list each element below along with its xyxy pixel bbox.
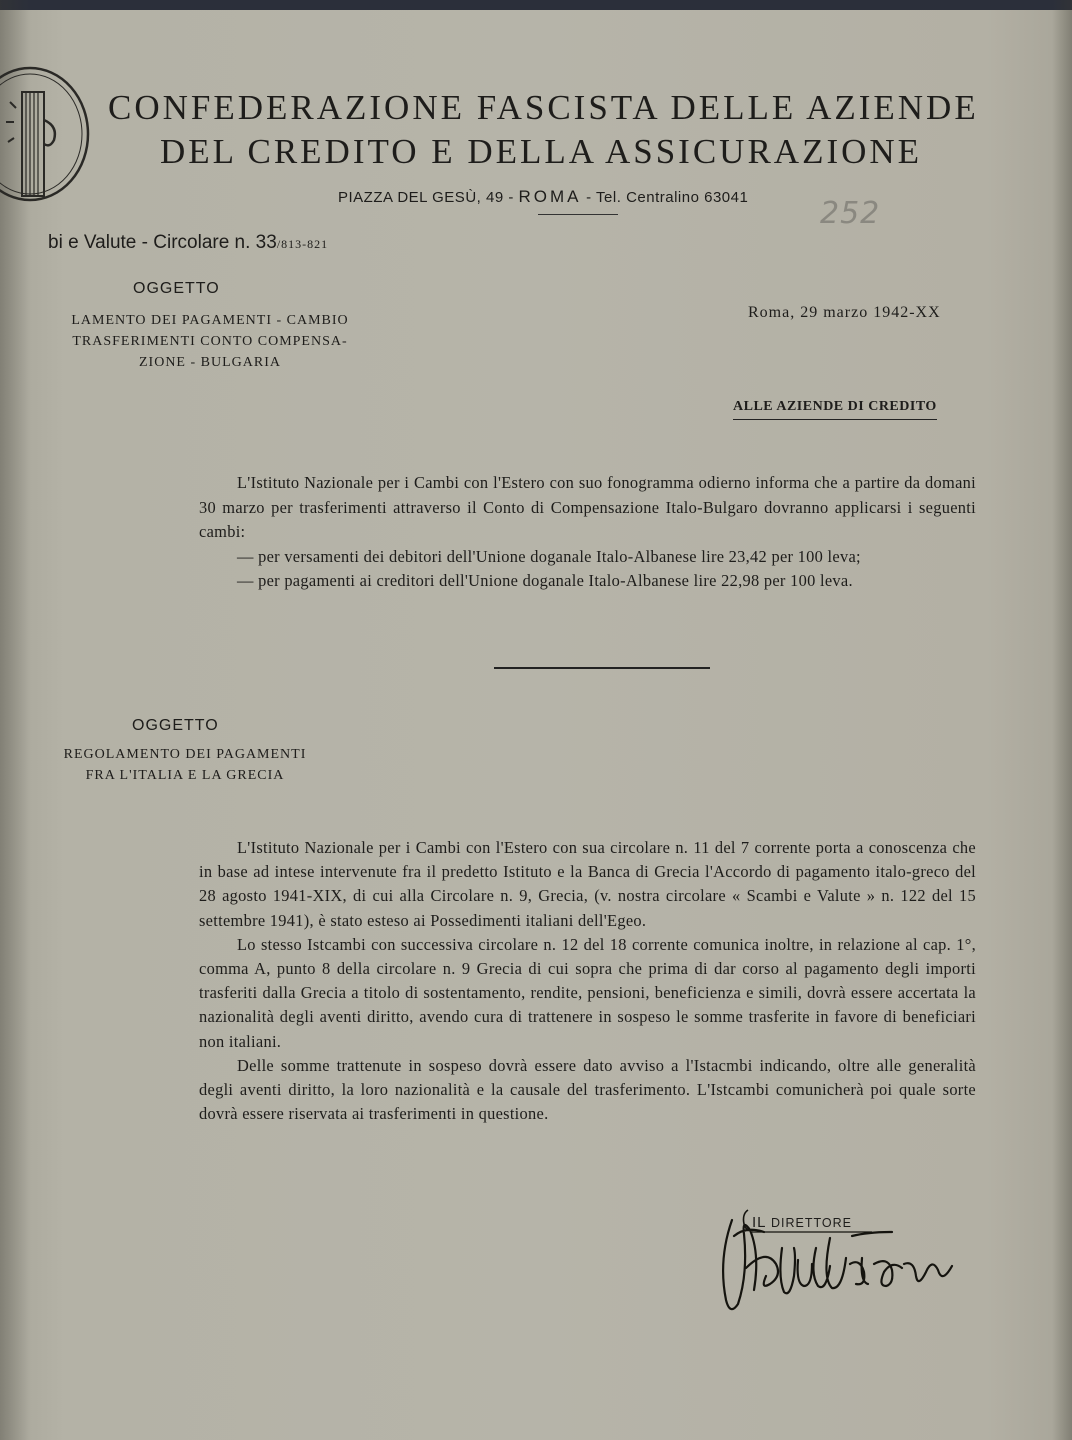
section1-body — [199, 471, 976, 594]
addressee: ALLE AZIENDE DI CREDITO — [733, 399, 937, 420]
circular-subnumber: /813-821 — [276, 237, 329, 251]
section2-subject-line: FRA L'ITALIA E LA GRECIA — [85, 768, 285, 783]
scan-top-edge — [0, 0, 1072, 10]
section2-paragraph: Delle somme trattenute in sospeso dovrà essere dato avviso a l'Istacmbi indicando, oltre alle generalità degli aventi diritto, la loro nazionalità e la causale del trasferimento. L'Istcambi comunicherà poi quale sorte dovrà essere riservata ai trasferimenti in questione. — [199, 1055, 976, 1124]
header-line-2: DEL CREDITO E DELLA ASSICURAZIONE — [160, 132, 923, 171]
section1-oggetto-label: OGGETTO — [133, 280, 220, 297]
section2-paragraph: Lo stesso Istcambi con successiva circolare n. 12 del 18 corrente comunica inoltre, in relazione al cap. 1°, comma A, punto 8 della circolare n. 9 Grecia di cui sopra che prima di dar corso al pagamento degli importi trasferiti dalla Grecia a titolo di sostentamento, rendite, pensioni, beneficienza e simili, dovrà essere accertata la nazionalità degli aventi diritto, avendo cura di trattenere in sospeso le somme trasferite in favore di beneficiari non italiani. — [199, 934, 976, 1051]
section2-paragraph: L'Istituto Nazionale per i Cambi con l'Estero con sua circolare n. 11 del 7 corrente porta a conoscenza che in base ad intese intervenute fra il predetto Istituto e la Banca di Grecia l'Accordo di pagamento italo-greco del 28 agosto 1941-XIX, di cui alla Circolare n. 9, Grecia, (v. nostra circolare « Scambi e Valute » n. 122 del 15 settembre 1941), è stato esteso ai Possedimenti italiani dell'Egeo. — [199, 838, 976, 930]
emblem-logo — [0, 62, 98, 202]
section2-subject-line: REGOLAMENTO DEI PAGAMENTI — [63, 747, 307, 762]
header-address — [338, 187, 748, 207]
address-underline — [538, 214, 618, 215]
header-line-1: CONFEDERAZIONE FASCISTA DELLE AZIENDE — [108, 88, 979, 127]
letter-date: Roma, 29 marzo 1942-XX — [748, 304, 941, 321]
section1-paragraph: L'Istituto Nazionale per i Cambi con l'Estero con suo fonogramma odierno informa che a partire da domani 30 marzo per trasferimenti attraverso il Conto di Compensazione Italo-Bulgaro dovranno applicarsi i seguenti cambi: — [199, 473, 976, 541]
section1-paragraph: — per pagamenti ai creditori dell'Unione doganale Italo-Albanese lire 22,98 per 100 leva. — [237, 571, 853, 590]
address-city: ROMA — [518, 187, 582, 206]
section1-subject — [40, 310, 380, 373]
section2-oggetto-label: OGGETTO — [132, 717, 219, 734]
signature-title-direttore: DIRETTORE — [771, 1216, 852, 1230]
section2-body — [199, 836, 976, 1126]
address-street: PIAZZA DEL GESÙ, 49 - — [338, 189, 519, 206]
page-shadow-left — [0, 0, 30, 1440]
section1-subject-line: LAMENTO DEI PAGAMENTI - CAMBIO — [71, 313, 349, 328]
page-shadow-right — [1052, 0, 1072, 1440]
signature-title-il: IL — [752, 1214, 767, 1231]
section2-subject — [30, 744, 340, 786]
section-divider — [494, 667, 710, 669]
handwritten-signature — [712, 1208, 972, 1318]
section1-subject-line: ZIONE - BULGARIA — [139, 355, 281, 370]
circular-prefix: bi e Valute - Circolare n. 33 — [48, 232, 277, 253]
circular-number — [48, 232, 328, 254]
section1-subject-line: TRASFERIMENTI CONTO COMPENSA- — [72, 334, 348, 349]
address-phone: - Tel. Centralino 63041 — [581, 189, 749, 206]
section1-paragraph: — per versamenti dei debitori dell'Unione doganale Italo-Albanese lire 23,42 per 100 leva; — [237, 546, 861, 566]
handwritten-page-number: 252 — [820, 196, 881, 231]
